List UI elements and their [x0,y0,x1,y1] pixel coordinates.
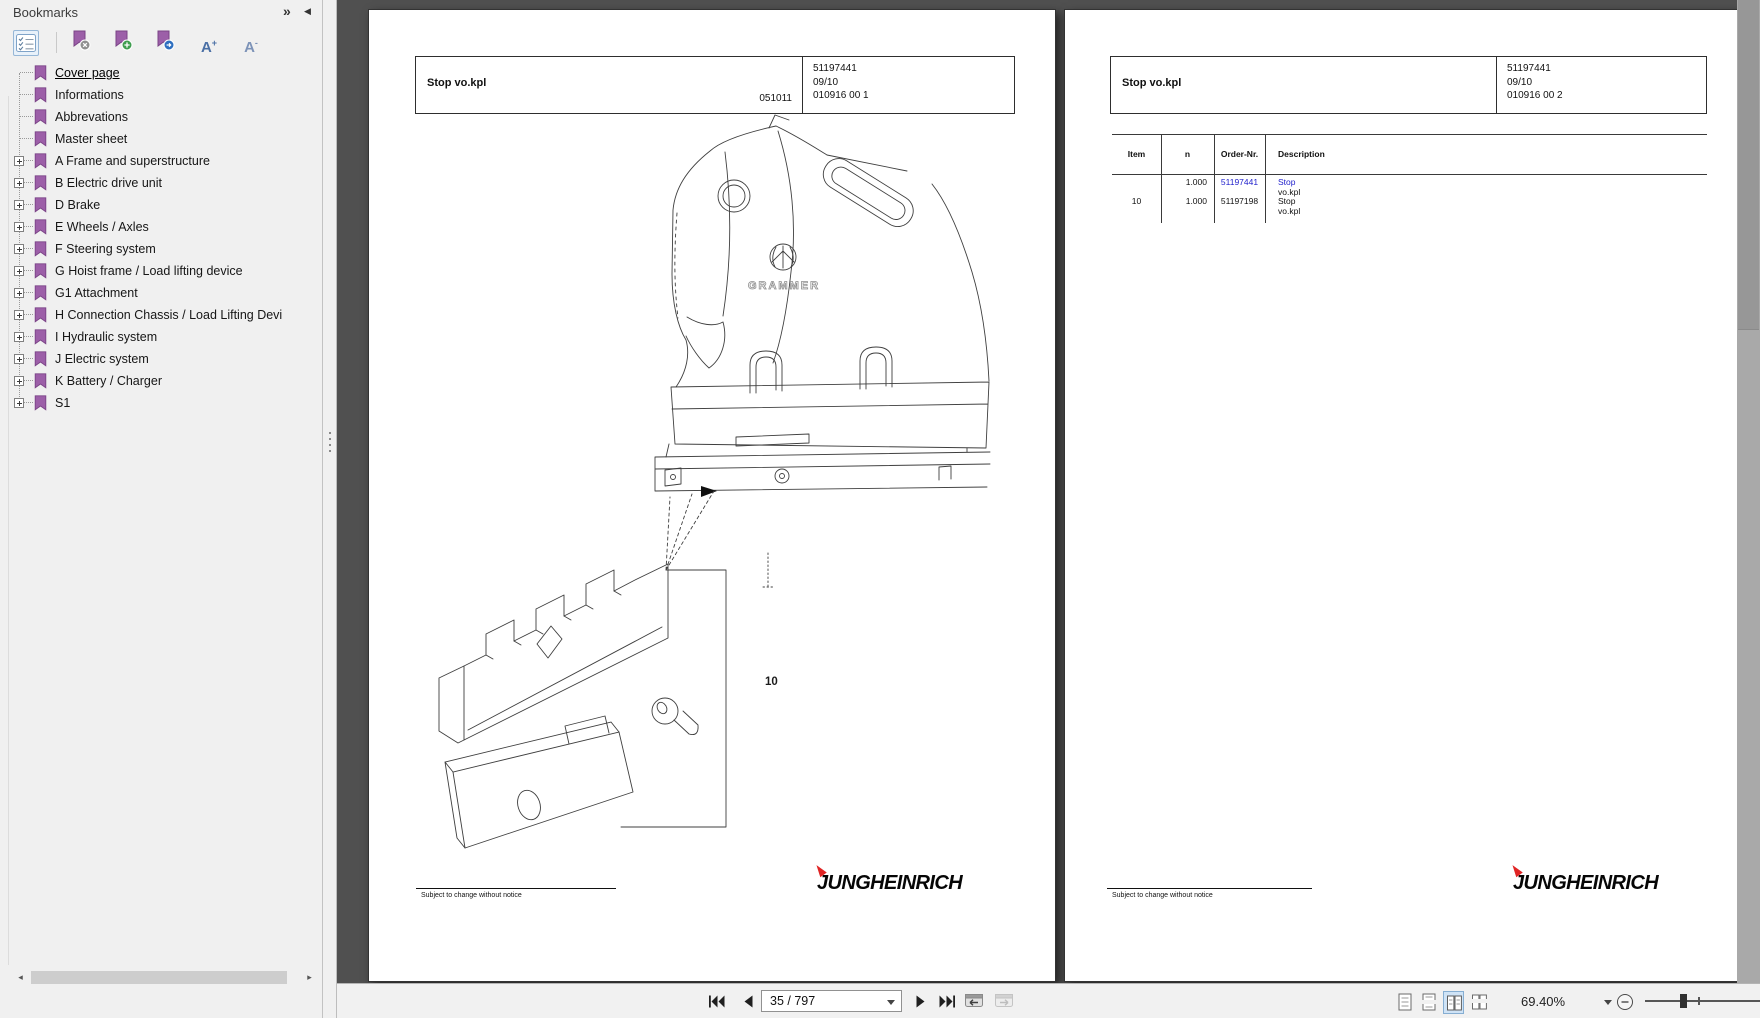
expander-icon[interactable] [14,376,24,386]
continuous-view-button[interactable] [1419,991,1440,1014]
facing-view-button[interactable] [1443,991,1464,1014]
previous-page-icon [743,995,754,1008]
jungheinrich-logo: JUNGHEINRICH [1513,872,1693,902]
bookmark-item[interactable] [0,172,323,194]
description-cell: vo.kpl [1278,205,1301,216]
expander-icon[interactable] [14,398,24,408]
title-block-divider [802,57,803,113]
bookmark-item[interactable] [0,106,323,128]
expander-icon[interactable] [14,310,24,320]
delete-bookmark-icon [72,30,91,51]
bookmark-label: Abbrevations [55,110,128,124]
bookmark-item[interactable] [0,194,323,216]
expander-icon[interactable] [14,200,24,210]
description-cell: vo.kpl [1278,186,1301,197]
bookmark-icon [34,153,47,169]
panel-splitter[interactable] [323,0,337,1018]
bookmark-icon [34,241,47,257]
document-canvas [337,0,1760,983]
page-indicator-value: 35 / 797 [770,994,816,1008]
checklist-icon [16,34,36,52]
tree-stub [20,72,33,73]
next-page-button[interactable] [915,995,926,1008]
bookmark-item[interactable] [0,238,323,260]
order-number-link[interactable]: 51197441 [1220,177,1259,187]
previous-view-icon [964,992,985,1009]
bookmark-tree [0,62,323,422]
scroll-left-arrow[interactable]: ◂ [18,972,23,982]
first-page-icon [709,995,726,1008]
bookmark-icon [34,197,47,213]
bookmark-label: H Connection Chassis / Load Lifting Devi [55,308,283,322]
bookmark-label: Cover page [55,66,120,80]
expander-icon[interactable] [14,222,24,232]
next-view-button[interactable] [994,992,1015,1014]
jungheinrich-logo: JUNGHEINRICH [817,872,997,902]
viewer-toolbar [337,983,1760,1018]
bookmark-label: E Wheels / Axles [55,220,149,234]
next-view-icon [994,992,1015,1009]
previous-page-button[interactable] [743,995,754,1008]
bookmark-item[interactable] [0,216,323,238]
bookmark-item[interactable] [0,62,323,84]
bookmark-options-button[interactable] [13,30,39,56]
zoom-slider-tick [1698,997,1700,1005]
column-header-item: Item [1127,149,1146,159]
expand-panels-icon[interactable]: » [283,3,291,19]
tree-stub [20,94,33,95]
bookmark-item[interactable] [0,84,323,106]
page-1 [368,9,1056,982]
item-number-cell: 10 [1131,196,1142,206]
bookmark-label: S1 [55,396,71,410]
continuous-view-icon [1422,993,1436,1011]
circle-minus-icon [1616,993,1634,1011]
bookmark-item[interactable] [0,348,323,370]
bookmark-label: D Brake [55,198,101,212]
column-header-order: Order-Nr. [1220,149,1259,159]
tree-stub [20,138,33,139]
expander-icon[interactable] [14,156,24,166]
title-block [415,56,1015,114]
panel-title: Bookmarks [13,5,79,20]
bookmark-icon [34,87,47,103]
bookmark-label: K Battery / Charger [55,374,162,388]
bookmark-item[interactable] [0,304,323,326]
bookmarks-toolbar [0,28,323,60]
bookmark-item[interactable] [0,370,323,392]
column-line [1265,135,1266,223]
header-rule [1112,174,1707,175]
expander-icon[interactable] [14,244,24,254]
bookmark-icon [34,263,47,279]
bookmark-icon [34,219,47,235]
drawing-code: 051011 [759,93,792,104]
bookmark-label: F Steering system [55,242,156,256]
increase-text-size-button[interactable]: A+ [200,38,218,56]
scroll-right-arrow[interactable]: ▸ [307,972,312,982]
bookmark-item[interactable] [0,260,323,282]
last-page-button[interactable] [938,995,955,1008]
zoom-slider[interactable] [1645,1000,1760,1002]
bookmark-label: A Frame and superstructure [55,154,210,168]
decrease-text-size-button[interactable]: A- [244,38,258,56]
title-block-divider [1496,57,1497,113]
title-block [1110,56,1707,114]
order-number-cell: 51197198 [1220,196,1259,206]
delete-bookmark-button[interactable] [68,30,94,56]
expander-icon[interactable] [14,288,24,298]
footer-notice: Subject to change without notice [421,892,522,899]
item-callout-label: 10 [765,676,778,688]
grammer-brand-text: GRAMMER [747,280,821,292]
bookmark-icon [34,395,47,411]
tree-stub [20,116,33,117]
expander-icon[interactable] [14,266,24,276]
bookmark-icon [34,307,47,323]
last-page-icon [938,995,955,1008]
single-page-view-button[interactable] [1395,991,1416,1014]
collapse-panel-icon[interactable]: ◀ [304,6,311,16]
previous-view-button[interactable] [964,992,985,1014]
bookmark-icon [34,65,47,81]
quantity-cell: 1.000 [1185,196,1207,206]
add-bookmark-icon [114,30,133,51]
reference-numbers: 51197441 09/10 010916 00 2 [1507,63,1563,101]
footer-notice: Subject to change without notice [1112,892,1213,899]
facing-view-icon [1447,994,1462,1012]
bookmark-icon [34,329,47,345]
zoom-dropdown-caret-icon[interactable] [1604,1000,1612,1005]
zoom-level-value: 69.40% [1521,994,1566,1009]
bookmarks-hscrollbar[interactable] [0,969,322,986]
footer-rule [416,888,616,889]
bookmark-icon [34,109,47,125]
bookmark-icon [34,285,47,301]
bookmark-label: G Hoist frame / Load lifting device [55,264,243,278]
bookmark-icon [34,175,47,191]
facing-continuous-view-button[interactable] [1469,991,1490,1014]
hscroll-thumb[interactable] [31,971,287,984]
locate-bookmark-icon [156,30,175,51]
reference-numbers: 51197441 09/10 010916 00 1 [813,63,869,101]
bookmark-item[interactable] [0,392,323,414]
description-cell: Stop [1278,177,1296,187]
zoom-out-button[interactable] [1616,993,1634,1016]
bookmark-label: B Electric drive unit [55,176,162,190]
next-page-icon [915,995,926,1008]
bookmark-label: G1 Attachment [55,286,138,300]
column-header-description: Description [1278,149,1325,159]
bookmark-label: I Hydraulic system [55,330,158,344]
bookmarks-panel [0,0,323,1018]
description-cell: Stop [1278,196,1296,206]
footer-rule [1107,888,1312,889]
bookmark-label: Informations [55,88,124,102]
vertical-scrollbar[interactable] [1737,0,1760,983]
page-2 [1064,9,1738,982]
column-header-n: n [1184,149,1191,159]
bookmark-label: J Electric system [55,352,149,366]
first-page-button[interactable] [709,995,726,1008]
expander-icon[interactable] [14,354,24,364]
bookmark-icon [34,131,47,147]
quantity-cell: 1.000 [1185,177,1207,187]
bookmark-icon [34,373,47,389]
locate-bookmark-button[interactable] [152,30,178,56]
facing-continuous-icon [1472,993,1487,1011]
bookmark-icon [34,351,47,367]
zoom-slider-thumb[interactable] [1680,994,1687,1008]
bookmark-item[interactable] [0,282,323,304]
toolbar-separator [56,32,57,53]
single-page-icon [1398,993,1412,1011]
part-title: Stop vo.kpl [427,77,487,89]
page-dropdown-caret-icon[interactable] [887,1000,895,1005]
expander-icon[interactable] [14,178,24,188]
vscroll-thumb[interactable] [1738,0,1759,330]
parts-table [1112,134,1707,222]
bookmark-item[interactable] [0,128,323,150]
page-number-input[interactable] [761,990,902,1012]
bookmark-item[interactable] [0,150,323,172]
expander-icon[interactable] [14,332,24,342]
technical-drawing [369,10,1057,983]
add-bookmark-button[interactable] [110,30,136,56]
bookmark-label: Master sheet [55,132,128,146]
part-title: Stop vo.kpl [1122,77,1182,89]
bookmark-item[interactable] [0,326,323,348]
